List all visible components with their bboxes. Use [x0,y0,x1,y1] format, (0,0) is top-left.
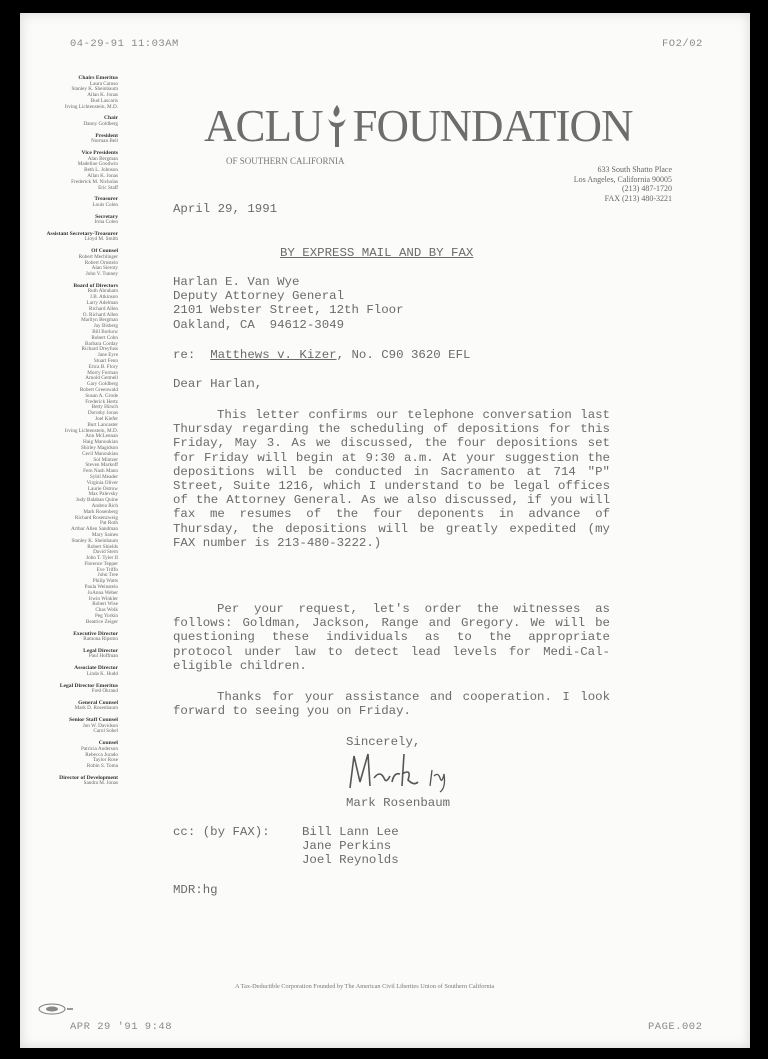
sidebar-member-name: Robert Wise [92,601,118,608]
sidebar-member-name: Alan Bergman [87,155,118,162]
sidebar-group-title: Legal Director Emeritus [59,682,118,689]
sidebar-group-title: Director of Development [59,774,118,781]
address-line: (213) 487-1720 [622,184,672,193]
sidebar-group [18,133,118,145]
sidebar-member-name: Robert Mechlinger [78,253,118,260]
sidebar-group-title: Secretary [95,213,118,220]
sidebar-member-name: Allan K. Jonas [87,172,118,179]
sidebar-group [18,740,118,770]
sidebar-member-name: Stuart Fenn [93,358,118,364]
sidebar-member-name: Madeline Goodwin [77,161,118,168]
sidebar-member-name: Mark Rosenberg [83,508,118,515]
address-line: Los Angeles, California 90005 [573,174,672,184]
sidebar-member-name: Larry Adelman [86,300,118,307]
sidebar-member-name: Mary Saines [91,531,118,538]
sidebar-group-title: Legal Director [83,647,118,654]
sidebar-member-name: Frederick M. Nicholas [71,178,118,185]
sidebar-member-name: Ramona Ripston [83,636,118,643]
sidebar-member-name: Taylor Rose [92,757,118,764]
sidebar-member-name: Marilyn Bergman [81,317,118,324]
sidebar-member-name: Chas Wolk [95,607,118,614]
signature-name: Mark Rosenbaum [346,796,451,810]
sidebar-member-name: Dorothy Jonas [87,410,118,417]
board-sidebar [18,75,118,792]
case-name: Matthews v. Kizer [210,348,337,362]
re-label: re: [173,348,196,362]
sidebar-member-name: Jane Eyre [97,352,118,359]
sidebar-member-name: Irving Lichtenstein, M.D. [64,427,118,434]
sidebar-member-name: Carol Sobel [93,728,118,735]
sidebar-member-name: J.B. Atkinson [89,294,118,301]
sidebar-group [18,683,118,695]
sidebar-member-name: David Stern [93,549,118,556]
cc-name: Bill Lann Lee [302,825,399,839]
sidebar-member-name: Norman Bell [91,138,118,145]
fax-header-page: FO2/02 [662,38,703,50]
sidebar-member-name: Steven Markoff [85,462,118,469]
letterhead-footer: A Tax-Deductible Corporation Founded by The American Civil Liberties Union of Southern California [235,983,495,990]
handwritten-signature [346,748,476,796]
sidebar-member-name: Sol Mintzer [93,456,118,463]
sidebar-group [18,196,118,208]
sidebar-group [18,115,118,127]
sidebar-member-name: Max Palevsky [88,491,118,498]
sidebar-member-name: Danny Goldberg [83,120,118,127]
sidebar-group [18,231,118,243]
sidebar-group-title: Vice Presidents [81,150,118,157]
recipient-line: 2101 Webster Street, 12th Floor [173,303,404,318]
sidebar-member-name: Eric Staff [98,184,118,191]
sidebar-member-name: Sandra M. Jonas [83,780,118,787]
sidebar-group [18,248,118,278]
sidebar-member-name: Cecil Manoukian [82,450,118,457]
re-line [173,348,470,362]
sidebar-member-name: Jay Bisberg [93,323,118,330]
recipient-line: Harlan E. Van Wye [173,275,300,289]
sidebar-member-name: Erica B. Flory [88,363,118,370]
sidebar-member-name: JoAnna Weber [87,589,118,596]
recipient-block [173,275,404,332]
sidebar-member-name: Judy Balaban Quine [75,497,118,504]
sidebar-member-name: Sybil Meader [89,473,118,480]
sidebar-member-name: Haig Manoukian [82,439,118,446]
sidebar-member-name: Shirley Magidson [80,444,118,451]
sidebar-member-name: Robin S. Toma [86,763,118,770]
recipient-line: Oakland, CA 94612-3049 [173,317,345,332]
sidebar-member-name: Patricia Anderson [80,745,118,752]
sidebar-group-title: Chairs Emeritus [78,75,118,81]
sidebar-group-title: Board of Directors [73,282,118,289]
sidebar-member-name: Rebecca Jurado [85,751,118,758]
sidebar-group [18,214,118,226]
sidebar-member-name: O. Richard Allen [82,311,118,318]
sidebar-member-name: Andrea Rich [91,502,118,509]
recipient-line: Deputy Attorney General [173,289,345,304]
sidebar-member-name: Robert Shields [87,543,118,550]
aclu-foundation-logo [204,103,633,149]
sidebar-member-name: Linda K. Hudd [86,670,118,677]
sidebar-member-name: Burt Lancaster [87,421,118,428]
sidebar-member-name: John T. Tyler II [86,555,118,562]
sidebar-group [18,665,118,677]
sidebar-member-name: Richard Dreyfuss [81,346,118,353]
fax-footer-page: PAGE.002 [648,1021,703,1033]
sidebar-member-name: Fred Okrand [91,688,118,695]
sidebar-member-name: Florence Tepper [84,560,118,567]
sidebar-member-name: Richard Rosenzweig [74,514,118,521]
sidebar-member-name: Stanley K. Sheinbaum [71,86,118,93]
sidebar-member-name: Mark D. Rosenbaum [74,705,118,712]
sidebar-member-name: Joel Kiefer [95,415,118,422]
sidebar-group-title: Of Counsel [91,248,118,255]
sidebar-group [18,631,118,643]
fax-footer-timestamp: APR 29 '91 9:48 [70,1021,173,1033]
sidebar-member-name: Betty Hirsch [91,404,118,411]
sidebar-group [18,648,118,660]
sidebar-member-name: Robert Greenwald [79,386,118,393]
closing: Sincerely, [346,735,421,749]
sidebar-member-name: Frederick Hertz [85,398,118,405]
sidebar-member-name: Alan Sieroty [91,265,118,272]
cc-list [302,825,399,868]
sidebar-member-name: Virginia Oliver [86,479,118,486]
sidebar-member-name: Allan K. Jonas [87,92,118,99]
sidebar-group [18,283,118,626]
letter-date: April 29, 1991 [173,202,278,216]
sidebar-member-name: Laurie Ostrow [87,485,118,492]
sidebar-member-name: Ann McLennan [85,433,118,440]
sidebar-group-title: Counsel [98,740,118,747]
sidebar-member-name: John Tree [97,572,118,579]
fax-header-timestamp: 04-29-91 11:03AM [70,38,179,50]
sidebar-member-name: Irma Colen [94,219,118,226]
sidebar-member-name: Pat Roth [99,520,118,527]
sidebar-member-name: Bud Lascaris [90,97,118,104]
sidebar-group-title: Associate Director [74,665,118,672]
sidebar-member-name: Stanley K. Sheinbaum [71,537,118,544]
sidebar-member-name: Gary Goldberg [86,381,118,388]
sidebar-member-name: Arnold Getmell [85,375,118,382]
cc-name: Joel Reynolds [302,853,399,868]
letterhead-subtitle: OF SOUTHERN CALIFORNIA [226,156,345,166]
paragraph-3: Thanks for your assistance and cooperation. I look forward to seeing you on Friday. [173,690,610,719]
sidebar-member-name: Ruth Abraham [87,288,118,295]
sidebar-group [18,700,118,712]
sidebar-member-name: Paul Hoffman [88,653,118,660]
paragraph-1: This letter confirms our telephone conversation last Thursday regarding the scheduling of depositions for this Friday, May 3. As we discussed, the four depositions set for Friday will begin at 9:30 a.m. At your suggestion the depositions will be conducted in Sacramento at 714 "P" Street, Suite 1216, which I understand to be legal offices of the Attorney General. As we also discussed, if you will fax me resumes of the four deponents in advance of Thursday, the depositions will be greatly expedited (my FAX number is 213-480-3222.) [173,408,610,550]
delivery-method: BY EXPRESS MAIL AND BY FAX [280,246,474,260]
paragraph-2: Per your request, let's order the witnesses as follows: Goldman, Jackson, Range and Gregory. We will be questioning these individuals as to the appropriate protocol under law to detect lead levels for Medi-Cal-eligible children. [173,602,610,673]
sidebar-member-name: Laura Caruso [89,80,118,87]
sidebar-member-name: Louis Colen [92,201,118,208]
sidebar-group-title: General Counsel [78,699,118,706]
salutation: Dear Harlan, [173,377,263,391]
sidebar-member-name: Peg Yorkin [94,613,118,620]
logo-text-foundation: FOUNDATION [352,101,633,151]
sidebar-member-name: Beth L. Johnson [84,167,118,174]
sidebar-group [18,775,118,787]
sidebar-member-name: Fern Nash Mann [83,468,118,475]
cc-label: cc: (by FAX): [173,825,270,839]
sidebar-member-name: Paula Weinstein [84,584,118,591]
sidebar-member-name: Morry Forman [87,369,118,376]
logo-text-aclu: ACLU [204,101,323,151]
sidebar-member-name: Lloyd M. Smith [84,236,118,243]
sidebar-group-title: Executive Director [73,630,118,637]
sidebar-member-name: Eve Triffo [96,566,118,573]
sidebar-group-title: Assistant Secretary-Treasurer [46,230,118,237]
address-line: 633 South Shatto Place [597,165,672,174]
sidebar-group [18,75,118,110]
sidebar-group-title: Senior Staff Counsel [68,717,118,724]
sidebar-group [18,150,118,191]
sidebar-group-title: President [95,132,118,139]
letterhead-address [574,165,672,203]
sidebar-member-name: Beatrice Zeiger [85,618,118,625]
sidebar-member-name: Richard Allen [89,305,118,312]
typist-initials: MDR:hg [173,883,218,897]
cc-name: Jane Perkins [302,839,392,854]
sidebar-member-name: Robert Cohn [91,334,118,341]
sidebar-member-name: Irwin Winkler [88,595,118,602]
sidebar-member-name: Arthur Allen Sandman [71,526,118,533]
sidebar-member-name: John V. Tunney [85,271,118,278]
sidebar-member-name: Philip Watts [92,578,118,585]
torch-icon [323,103,353,149]
sidebar-member-name: Robert Ornstein [84,259,118,266]
sidebar-group [18,717,118,735]
sidebar-group-title: Chair [104,115,118,122]
sidebar-member-name: Irving Lichtenstein, M.D. [64,103,118,110]
union-seal-icon [38,1003,74,1015]
address-line: FAX (213) 480-3221 [604,193,672,203]
sidebar-member-name: Jon W. Davidson [82,722,118,729]
sidebar-member-name: Susan A. Grode [85,392,118,399]
sidebar-group-title: Treasurer [94,196,118,203]
sidebar-member-name: Barbara Corday [85,340,118,347]
sidebar-member-name: Bill Borkow [92,329,118,336]
case-number: , No. C90 3620 EFL [336,348,471,362]
